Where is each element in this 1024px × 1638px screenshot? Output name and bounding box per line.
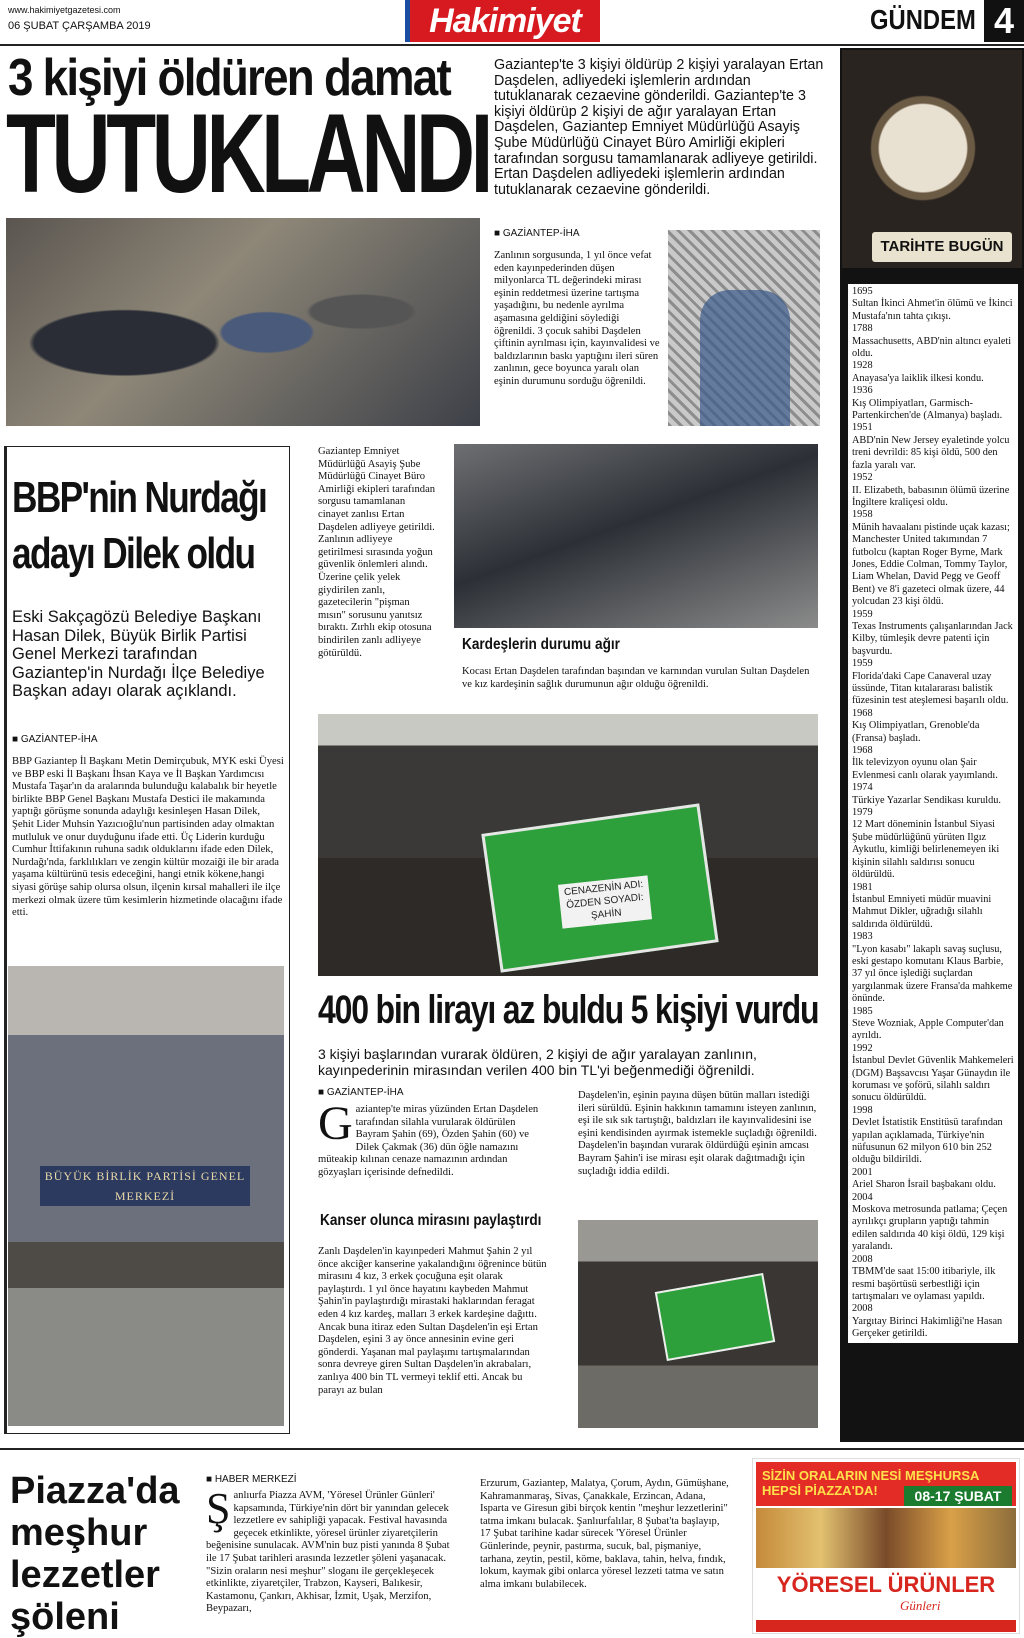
tarihte-bugun-list bbox=[848, 284, 1018, 1343]
bbp-body: BBP Gaziantep İl Başkanı Metin Demirçubuk, MYK eski Üyesi ve BBP eski İl Başkanı İhsan Kaya ve İl Başkan Yardımcısı Mustafa Taşar'ın da aralarında bulunduğu kalabalık bir heyetle birlikte BBP Genel Başkanı Mustafa Destici ile makamında yaptığı görüşme sonunda adaylığı kesinleşen Hasan Dilek, Şehit Lider Muhsin Yazıcıoğlu'nun partisinden aday olmaktan mutluluk ve onur duyduğunu ifade etti. Üç Liderin kurduğu Cumhur İttifakının ruhuna sadık olduklarını ifade eden Dilek, Nurdağı'nda, farklılıkları ve zengin kültür mozaiği ile bir arada yaşama kültürünü tesis edeceğini, hangi etnik kökene,hangi siyasi görüşe sahip olursa olsun, ilçenin kırsal mahalleri ile ilçe merkezi olmak üzere tüm kesimlerin hizmetinde olacağını ifade etti. bbox=[12, 756, 284, 919]
newspaper-logo[interactable]: Hakimiyet bbox=[410, 0, 600, 42]
subhead-kardesler: Kardeşlerin durumu ağır bbox=[462, 636, 620, 653]
ad-food-image bbox=[756, 1508, 1016, 1568]
list-item: 1981 İstanbul Emniyeti müdür muavini Mahmut Dikler, uğradığı silahlı saldırıda öldürüldü. bbox=[852, 881, 992, 930]
list-item: 1974 Türkiye Yazarlar Sendikası kuruldu. bbox=[852, 782, 1001, 806]
bbp-lead: Eski Sakçagözü Belediye Başkanı Hasan Dilek, Büyük Birlik Partisi Genel Merkezi tarafından Gaziantep'in Nurdağı İlçe Belediye Başkan adayı olarak açıklandı. bbox=[12, 608, 265, 701]
list-item: 1968 İlk televizyon oyunu olan Şair Evlenmesi canlı olarak yayımlandı. bbox=[852, 745, 998, 781]
story-400-agency: ■ GAZİANTEP-İHA bbox=[318, 1087, 404, 1098]
list-item: 1979 12 Mart döneminin İstanbul Siyasi Şube müdürlüğünü yürüten Ilgız Aykutlu, kimliği belirlenemeyen iki kişinin silahlı saldırısı sonucu öldürüldü. bbox=[852, 807, 1000, 881]
issue-date: 06 ŞUBAT ÇARŞAMBA 2019 bbox=[8, 20, 151, 32]
main-headline-line1: 3 kişiyi öldüren damat bbox=[8, 49, 450, 107]
page-number: 4 bbox=[984, 0, 1024, 42]
list-item: 1958 Münih havaalanı pistinde uçak kazası; Manchester United takımından 7 futbolcu (kaptan Roger Byrne, Mark Jones, Eddie Colman, Tommy Taylor, Liam Whelan, David Pegg ve Geoff Bent) ve 8'i gazeteci olmak üzere, 44 yolcudan 23 kişi öldü. bbox=[852, 509, 1010, 608]
section-name: GÜNDEM bbox=[870, 4, 976, 35]
story-400-lead: 3 kişiyi başlarından vurarak öldüren, 2 kişiyi de ağır yaralayan zanlının, kayınpederinin mirasından verilen 400 bin TL'yi beğenmediği öğrenildi. bbox=[318, 1046, 757, 1078]
list-item: 1951 ABD'nin New Jersey eyaletinde yolcu treni devrildi: 85 kişi öldü, 500 den fazla yaralı var. bbox=[852, 422, 1010, 471]
main-body-1: Zanlının sorgusunda, 1 yıl önce vefat eden kayınpederinden düşen milyonlarca TL değerindeki mirası eşinin reddetmesi üzerine tartışma yaşadığını, bu nedenle ayrılma aşamasına geldiğini söylediği öğrenildi. 3 çocuk sahibi Daşdelen çiftinin ayrılması için, kayınvalidesi ve baldızlarının baskı yaptığını ileri süren zanlının, gece boyunca yaralı olan eşinin durumunu sorduğu öğrenildi. bbox=[494, 250, 660, 387]
list-item: 2008 TBMM'de saat 15:00 itibariyle, ilk resmi başörtüsü serbestliği için tartışmaları ve oylaması yapıldı. bbox=[852, 1253, 996, 1302]
tarihte-bugun-banner: TARİHTE BUGÜN bbox=[872, 232, 1012, 262]
story-400-headline: 400 bin lirayı az buldu 5 kişiyi vurdu bbox=[318, 988, 819, 1032]
police-photo bbox=[454, 444, 818, 628]
ad-subtitle: Günleri bbox=[900, 1598, 941, 1613]
story-400-body-b: Zanlı Daşdelen'in kayınpederi Mahmut Şahin 2 yıl önce akciğer kanserine yakalandığını öğrenince bütün mirasını 4 kız, 3 erkek çocuğuna eşit olarak paylaştırdı. 1 yıl önce hayatını kaybeden Mahmut Şahin'in paylaştırdığı mirastaki haklarından feragat eden 4 kız kardeş, malları 3 erkek kardeşine dağıttı. Ancak buna itiraz eden Sultan Daşdelen'in eşi Ertan Daşdelen, eşini 3 ay önce annesinin evine geri gönderdi. Yaşanan mal paylaşımı tartışmalarından sonra devreye giren Sultan Daşdelen'in akrabaları, zanlıya 400 bin TL vermeyi teklif etti. Ancak bu parayı az bulan bbox=[318, 1246, 547, 1396]
site-url: www.hakimiyetgazetesi.com bbox=[8, 5, 121, 15]
drop-cap: G bbox=[318, 1097, 353, 1150]
piazza-agency: ■ HABER MERKEZİ bbox=[206, 1474, 297, 1485]
list-item: 2008 Yargıtay Birinci Hakimliği'ne Hasan Gerçeker getirildi. bbox=[852, 1303, 1003, 1340]
list-item: 1985 Steve Wozniak, Apple Computer'dan ayrıldı. bbox=[852, 1005, 1004, 1042]
ad-footer-bar bbox=[756, 1620, 1016, 1632]
main-headline-line2: TUTUKLANDI bbox=[6, 91, 490, 216]
footer-divider bbox=[0, 1448, 1024, 1450]
main-agency: ■ GAZİANTEP-İHA bbox=[494, 228, 580, 239]
coffin-label: CENAZENİN ADI: ÖZDEN SOYADI: ŞAHİN bbox=[558, 875, 652, 928]
list-item: 1695 Sultan İkinci Ahmet'in ölümü ve İkinci Mustafa'nın tahta çıkışı. bbox=[852, 286, 1013, 322]
list-item: 1992 İstanbul Devlet Güvenlik Mahkemeleri (DGM) Başsavcısı Yaşar Günaydın ile koruması ve şoförü, silahlı saldırı sonucu öldürüldü. bbox=[852, 1042, 1014, 1104]
ad-dates: 08-17 ŞUBAT bbox=[904, 1486, 1012, 1506]
subhead-kanser: Kanser olunca mirasını paylaştırdı bbox=[320, 1212, 542, 1229]
list-item: 1998 Devlet İstatistik Enstitüsü tarafından yapılan açıklamada, Türkiye'nin nüfusunun 62 milyon 610 bin 252 olduğu bildirildi. bbox=[852, 1104, 1003, 1166]
list-item: 1983 "Lyon kasabı" lakaplı savaş suçlusu, eski gestapo komutanı Klaus Barbie, 37 yıl önce işlediği suçlardan yargılanmak üzere Fransa'da mahkeme önünde. bbox=[852, 931, 1013, 1005]
bbp-headline-line2: adayı Dilek oldu bbox=[12, 529, 255, 578]
story-400-body-c: Daşdelen'in, eşinin payına düşen bütün malları istediği ileri sürüldü. Eşinin hakkının tamamını isteyen zanlının, eşi ile sık sık tartıştığı, baldızları ile kayınvalidesini ise eşini kendisinden ayırmak istemekle suçladığı öğrenildi. Daşdelen'in başından vurarak öldürdüğü eşinin amcası Bayram Şahin'i ise mirası eşit olarak dağıtmadığı için suçladığı iddia edildi. bbox=[578, 1090, 817, 1177]
list-item: 1952 II. Elizabeth, babasının ölümü üzerine İngiltere kraliçesi oldu. bbox=[852, 472, 1010, 508]
subhead-kardesler-body: Kocası Ertan Daşdelen tarafından başından ve karnından vurulan Sultan Daşdelen ve kız kardeşinin sağlık durumunun ağır olduğu öğrenildi. bbox=[462, 666, 810, 690]
piazza-body-2: Erzurum, Gaziantep, Malatya, Çorum, Aydın, Gümüşhane, Kahramanmaraş, Sivas, Çanakkale, Erzincan, Adana, Isparta ve Giresun gibi birçok kentin "meşhur lezzetlerini" tatma imkanı bulacak. Şanlıurfalılar, 8 Şubat'ta başlayıp, 17 Şubat tarihine kadar sürecek 'Yöresel Ürünler Günlerinde, peynir, pastırma, sucuk, bal, pişmaniye, tarhana, zeytin, pestil, köme, baklava, tahin, helva, fındık, lokum, kaymak gibi onlarca yöresel lezzeti tatma ve satın alma imkanı bulabilecek. bbox=[480, 1478, 729, 1590]
list-item: 1788 Massachusetts, ABD'nin altıncı eyaleti oldu. bbox=[852, 323, 1012, 360]
bbp-headline bbox=[12, 470, 267, 582]
suspect-escort-photo-overlay bbox=[6, 218, 480, 426]
main-body-2: Gaziantep Emniyet Müdürlüğü Asayiş Şube Müdürlüğü Cinayet Büro Amirliği ekipleri tarafından sorgusu tamamlanan cinayet zanlısı Ertan Daşdelen adliyeye getirildi. Zanlının adliyeye getirilmesi sırasında yoğun güvenlik önlemleri alındı. Üzerine çelik yelek giydirilen zanlı, gazetecilerin "pişman mısın" sorusunu yanıtsız bıraktı. Zırhlı ekip otosuna bindirilen zanlı adliyeye götürüldü. bbox=[318, 446, 436, 659]
list-item: 2004 Moskova metrosunda patlama; Çeçen ayrılıkçı grupların yaptığı tahmin edilen saldırıda 40 kişi öldü, 129 kişi yaralandı. bbox=[852, 1191, 1008, 1253]
piazza-body-1: Şanlıurfa Piazza AVM, 'Yöresel Ürünler Günleri' kapsamında, Türkiye'nin dört bir yanından gelecek lezzetlere ev sahipliği yapacak. Festival havasında geçecek etkinlikte, yöresel ürünler ziyaretçilerin beğenisine sunulacak. AVM'nin buz pisti yanında 8 Şubat ile 17 Şubat tarihleri arasında lezzetler şöleni yaşanacak. "Sizin oraların nesi meşhur" sloganı ile gerçekleşecek etkinlikte, ziyaretçiler, Trabzon, Kayseri, Balıkesir, Kastamonu, Çankırı, Akhisar, İzmit, Uşak, Merzifon, Beypazarı, bbox=[206, 1484, 450, 1615]
ad-slogan-line1: SİZİN ORALARIN NESİ MEŞHURSA bbox=[762, 1468, 980, 1483]
bbp-agency: ■ GAZİANTEP-İHA bbox=[12, 734, 98, 745]
list-item: 1968 Kış Olimpiyatları, Grenoble'da (Fransa) başladı. bbox=[852, 707, 980, 744]
list-item: 1928 Anayasa'ya laiklik ilkesi kondu. bbox=[852, 360, 984, 384]
drop-cap: Ş bbox=[206, 1484, 231, 1533]
bbp-sign: BÜYÜK BİRLİK PARTİSİ GENEL MERKEZİ bbox=[40, 1166, 250, 1206]
list-item: 1959 Florida'daki Cape Canaveral uzay üssünde, Titan kıtalararası balistik füzesinin test ateşlemesi başarılı oldu. bbox=[852, 658, 1009, 707]
list-item: 1936 Kış Olimpiyatları, Garmisch-Partenkirchen'de (Almanya) başladı. bbox=[852, 385, 1003, 422]
piazza-headline: Piazza'da meşhur lezzetler şöleni bbox=[10, 1470, 180, 1638]
list-item: 2001 Ariel Sharon İsrail başbakanı oldu. bbox=[852, 1166, 996, 1191]
header-divider bbox=[0, 44, 1024, 46]
story-400-body-a: Gaziantep'te miras yüzünden Ertan Daşdelen tarafından silahla vurularak öldürülen Bayram Şahin (69), Özden Şahin (60) ve Dilek Çakmak (36) dün öğle namazını müteakip kılınan cenaze namazının ardından gözyaşları içerisinde defnedildi. bbox=[318, 1097, 539, 1178]
list-item: 1959 Texas Instruments çalışanlarından Jack Kilby, tümleşik devre patenti için başvurdu. bbox=[852, 608, 1013, 657]
ad-title: YÖRESEL ÜRÜNLER bbox=[776, 1572, 996, 1597]
suspect-in-vehicle bbox=[700, 290, 790, 426]
main-lead: Gaziantep'te 3 kişiyi öldürüp 2 kişiyi yaralayan Ertan Daşdelen, adliyedeki işlemlerin ardından tutuklanarak cezaevine gönderildi. Gaziantep'te 3 kişiyi öldürüp 2 kişiyi de ağır yaralayan Ertan Daşdelen, Gaziantep Emniyet Müdürlüğü Asayiş Şube Müdürlüğü Cinayet Büro Amirliği ekipleri tarafından sorgusu tamamlanarak adliyeye getirildi. Ertan Daşdelen adliyedeki işlemlerin ardından tutuklanarak cezaevine gönderildi. bbox=[494, 57, 824, 198]
bbp-headline-line1: BBP'nin Nurdağı bbox=[12, 473, 267, 522]
ad-slogan-line2: HEPSİ PİAZZA'DA! bbox=[762, 1483, 878, 1498]
